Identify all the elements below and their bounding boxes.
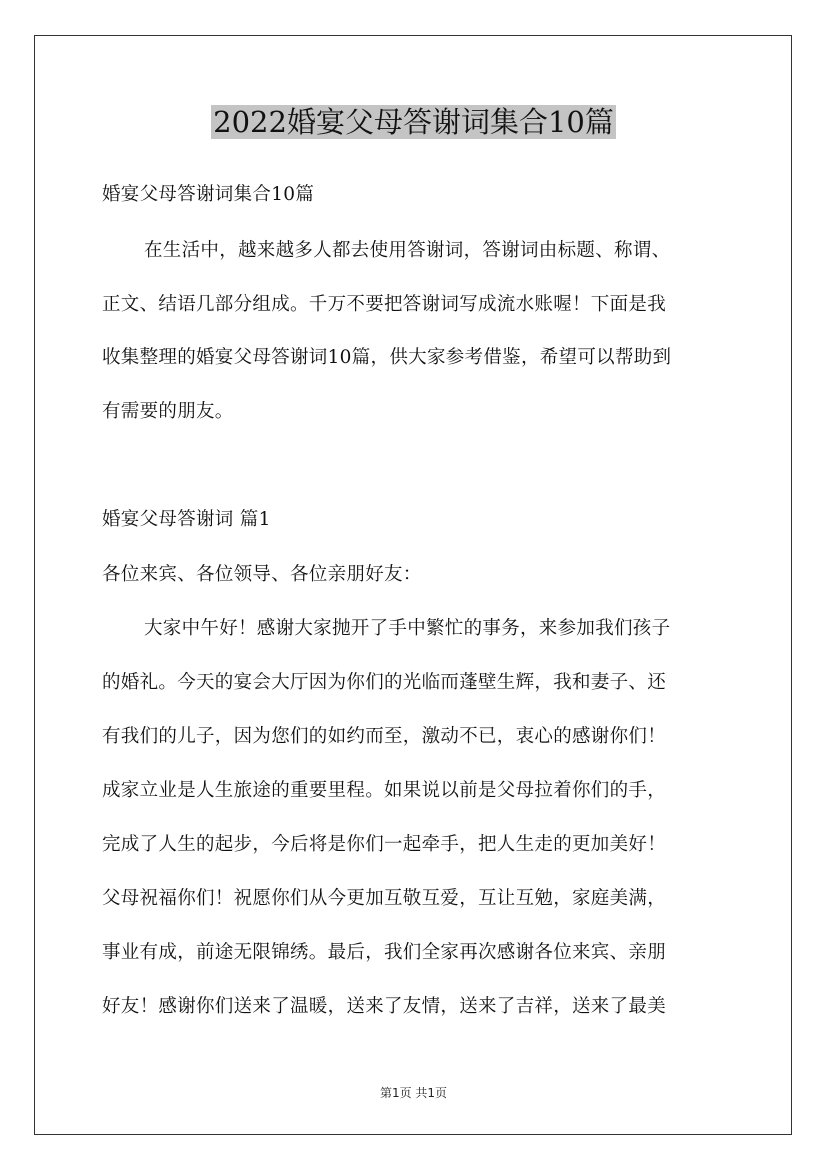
intro-line: 在生活中，越来越多人都去使用答谢词，答谢词由标题、称谓、 (144, 240, 671, 261)
body-line: 父母祝福你们！祝愿你们从今更加互敬互爱，互让互勉，家庭美满， (102, 888, 667, 909)
body-line: 事业有成，前途无限锦绣。最后，我们全家再次感谢各位来宾、亲朋 (102, 942, 667, 963)
intro-line: 有需要的朋友。 (102, 401, 234, 422)
document-subtitle: 婚宴父母答谢词集合10篇 (102, 184, 315, 205)
intro-line: 正文、结语几部分组成。千万不要把答谢词写成流水账喔！下面是我 (102, 294, 667, 315)
document-title (0, 100, 827, 144)
body-line: 大家中午好！感谢大家抛开了手中繁忙的事务，来参加我们孩子 (144, 618, 671, 639)
body-line: 有我们的儿子，因为您们的如约而至，激动不已，衷心的感谢你们！ (102, 726, 667, 747)
body-line: 好友！感谢你们送来了温暖，送来了友情，送来了吉祥，送来了最美 (102, 996, 667, 1017)
body-line: 的婚礼。今天的宴会大厅因为你们的光临而蓬壁生辉，我和妻子、还 (102, 672, 667, 693)
section-heading: 婚宴父母答谢词 篇1 (102, 509, 271, 530)
document-title-text: 2022婚宴父母答谢词集合10篇 (213, 105, 614, 139)
intro-line: 收集整理的婚宴父母答谢词10篇，供大家参考借鉴，希望可以帮助到 (102, 347, 672, 368)
page-number-footer: 第1页 共1页 (379, 1086, 448, 1100)
body-line: 成家立业是人生旅途的重要里程。如果说以前是父母拉着你们的手， (102, 780, 667, 801)
body-line: 完成了人生的起步，今后将是你们一起牵手，把人生走的更加美好！ (102, 834, 667, 855)
salutation: 各位来宾、各位领导、各位亲朋好友： (102, 564, 422, 585)
